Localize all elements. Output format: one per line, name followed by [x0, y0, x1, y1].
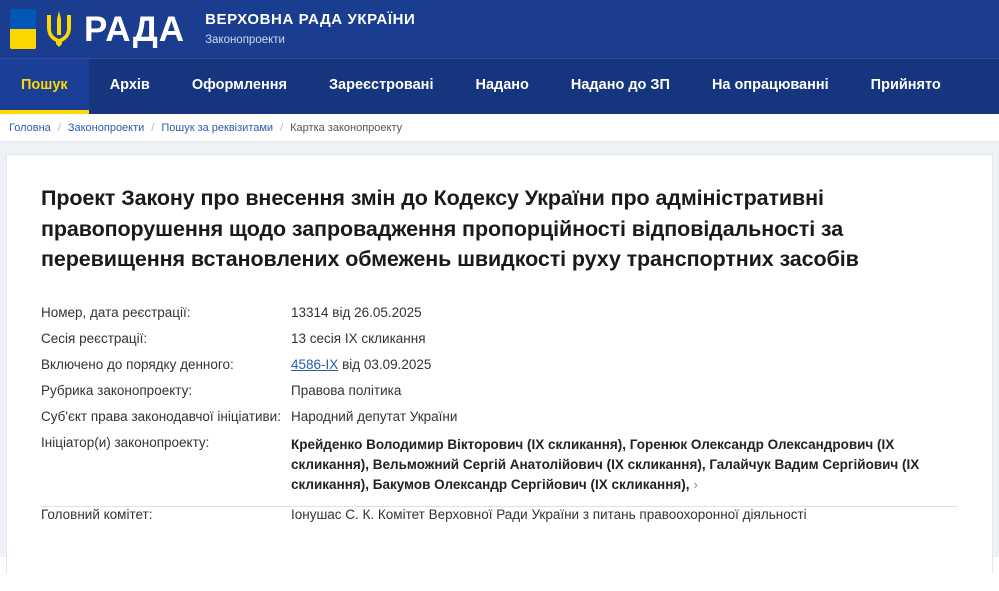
breadcrumb-separator: / — [151, 121, 155, 134]
nav-item-nadano-do-zp[interactable]: Надано до ЗП — [570, 76, 670, 93]
breadcrumb-separator: / — [57, 121, 61, 134]
field-value-subject: Народний депутат України — [291, 408, 458, 424]
breadcrumb — [0, 114, 999, 142]
field-value-committee: Іонушас С. К. Комітет Верховної Ради України з питань правоохоронної діяльності — [291, 507, 958, 534]
nav-item-zareyestrovani[interactable]: Зареєстровані — [328, 76, 434, 93]
site-logo-text[interactable]: РАДА — [84, 9, 186, 49]
nav-item-nadano[interactable]: Надано — [475, 76, 529, 93]
nav-item-poshuk[interactable]: Пошук — [0, 59, 89, 114]
breadcrumb-separator: / — [280, 121, 284, 134]
bill-card — [6, 154, 993, 574]
nav-item-arhiv[interactable]: Архів — [109, 76, 150, 93]
table-row — [41, 331, 958, 357]
nav-item-pryynyato[interactable]: Прийнято — [870, 76, 941, 93]
field-label-subject: Суб'єкт права законодавчої ініціативи: — [41, 408, 281, 424]
ukraine-flag-icon — [10, 9, 36, 49]
table-row — [41, 357, 958, 383]
breadcrumb-item-home[interactable]: Головна — [9, 121, 51, 134]
site-title: ВЕРХОВНА РАДА УКРАЇНИ — [205, 10, 416, 28]
site-subtitle: Законопроекти — [205, 33, 285, 46]
breadcrumb-item-current: Картка законопроекту — [290, 121, 403, 134]
tryzub-coat-of-arms-icon — [42, 8, 76, 50]
field-label-committee: Головний комітет: — [41, 507, 291, 534]
page-title: Проект Закону про внесення змін до Кодексу України про адміністративні правопорушення щодо запровадження пропорційності відповідальності за перевищення встановлених обмежень швидкості руху транспортних засобів — [41, 186, 859, 272]
breadcrumb-item-search[interactable]: Пошук за реквізитами — [161, 121, 274, 134]
table-row — [41, 383, 958, 409]
field-value-session: 13 сесія IX скликання — [291, 330, 426, 346]
field-value-agenda — [291, 357, 958, 383]
field-label-agenda: Включено до порядку денного: — [41, 356, 234, 372]
agenda-link[interactable]: 4586-IX — [291, 356, 339, 372]
field-label-number-date: Номер, дата реєстрації: — [41, 304, 191, 320]
table-row — [41, 409, 958, 435]
field-label-rubric: Рубрика законопроекту: — [41, 382, 193, 398]
field-value-number-date: 13314 від 26.05.2025 — [291, 304, 422, 320]
table-row — [41, 305, 958, 331]
nav-item-oformlennya[interactable]: Оформлення — [191, 76, 287, 93]
site-title-block — [205, 11, 415, 47]
field-value-initiators — [291, 435, 958, 507]
agenda-date: від 03.09.2025 — [342, 356, 432, 372]
site-header — [0, 0, 999, 58]
breadcrumb-item-bills[interactable]: Законопроекти — [67, 121, 145, 134]
table-row — [41, 435, 958, 507]
chevron-right-icon[interactable]: › — [693, 477, 698, 493]
table-row — [41, 507, 958, 534]
initiators-list: Крейденко Володимир Вікторович (IX скликання), Горенюк Олександр Олександрович (IX скликання), Вельможний Сергій Анатолійович (IX скликання), Галайчук Вадим Сергійович (IX скликання), Бакумов Олександр Сергійович (IX скликання), — [291, 436, 920, 493]
nav-item-na-opratsyuvanni[interactable]: На опрацюванні — [711, 76, 829, 93]
bill-details-table — [41, 305, 958, 534]
main-navigation — [0, 58, 999, 114]
field-label-session: Сесія реєстрації: — [41, 330, 148, 346]
field-label-initiators: Ініціатор(и) законопроекту: — [41, 434, 210, 450]
field-value-rubric: Правова політика — [291, 382, 402, 398]
page-body — [0, 142, 999, 557]
